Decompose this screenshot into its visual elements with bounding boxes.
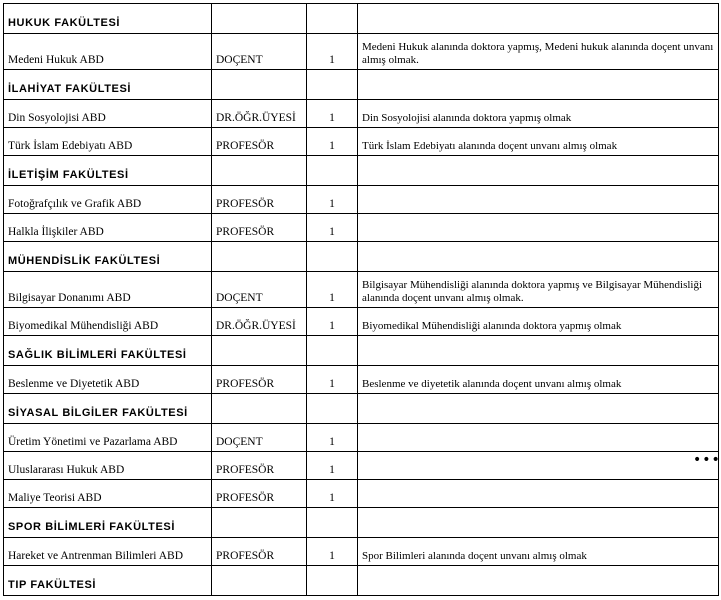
conditions-cell	[358, 452, 719, 480]
department-cell: Halkla İlişkiler ABD	[4, 214, 212, 242]
faculty-name: SİYASAL BİLGİLER FAKÜLTESİ	[4, 394, 212, 424]
empty-cell	[307, 508, 358, 538]
academic-title-cell: DR.ÖĞR.ÜYESİ	[212, 100, 307, 128]
more-options-icon[interactable]: •••	[693, 452, 721, 468]
department-cell: Türk İslam Edebiyatı ABD	[4, 128, 212, 156]
empty-cell	[358, 4, 719, 34]
empty-cell	[212, 508, 307, 538]
academic-title-cell: PROFESÖR	[212, 186, 307, 214]
table-row	[4, 538, 719, 566]
academic-title-cell: PROFESÖR	[212, 366, 307, 394]
empty-cell	[358, 70, 719, 100]
empty-cell	[212, 156, 307, 186]
academic-title-cell: PROFESÖR	[212, 128, 307, 156]
department-cell: Medeni Hukuk ABD	[4, 34, 212, 70]
table-row	[4, 186, 719, 214]
conditions-cell	[358, 186, 719, 214]
empty-cell	[307, 566, 358, 596]
faculty-name: TIP FAKÜLTESİ	[4, 566, 212, 596]
department-cell: Din Sosyolojisi ABD	[4, 100, 212, 128]
faculty-header-row	[4, 242, 719, 272]
empty-cell	[212, 566, 307, 596]
conditions-cell: Medeni Hukuk alanında doktora yapmış, Medeni hukuk alanında doçent unvanı almış olmak.	[358, 34, 719, 70]
position-count-cell: 1	[307, 452, 358, 480]
position-count-cell: 1	[307, 480, 358, 508]
department-cell: Üretim Yönetimi ve Pazarlama ABD	[4, 424, 212, 452]
position-count-cell: 1	[307, 366, 358, 394]
faculty-header-row	[4, 394, 719, 424]
empty-cell	[358, 242, 719, 272]
position-count-cell: 1	[307, 538, 358, 566]
faculty-header-row	[4, 508, 719, 538]
empty-cell	[212, 394, 307, 424]
position-count-cell: 1	[307, 100, 358, 128]
conditions-cell: Din Sosyolojisi alanında doktora yapmış olmak	[358, 100, 719, 128]
department-cell: Hareket ve Antrenman Bilimleri ABD	[4, 538, 212, 566]
empty-cell	[358, 336, 719, 366]
position-count-cell: 1	[307, 272, 358, 308]
department-cell: Fotoğrafçılık ve Grafik ABD	[4, 186, 212, 214]
empty-cell	[307, 242, 358, 272]
table-row	[4, 480, 719, 508]
faculty-name: HUKUK FAKÜLTESİ	[4, 4, 212, 34]
empty-cell	[212, 4, 307, 34]
department-cell: Biyomedikal Mühendisliği ABD	[4, 308, 212, 336]
faculty-name: İLAHİYAT FAKÜLTESİ	[4, 70, 212, 100]
conditions-cell	[358, 214, 719, 242]
department-cell: Bilgisayar Donanımı ABD	[4, 272, 212, 308]
empty-cell	[212, 70, 307, 100]
conditions-cell: Türk İslam Edebiyatı alanında doçent unvanı almış olmak	[358, 128, 719, 156]
department-cell: Beslenme ve Diyetetik ABD	[4, 366, 212, 394]
faculty-name: SAĞLIK BİLİMLERİ FAKÜLTESİ	[4, 336, 212, 366]
table-row	[4, 308, 719, 336]
empty-cell	[358, 156, 719, 186]
faculty-header-row	[4, 336, 719, 366]
empty-cell	[212, 336, 307, 366]
positions-table	[3, 3, 719, 596]
conditions-cell: Spor Bilimleri alanında doçent unvanı almış olmak	[358, 538, 719, 566]
position-count-cell: 1	[307, 308, 358, 336]
academic-title-cell: PROFESÖR	[212, 452, 307, 480]
empty-cell	[358, 394, 719, 424]
academic-title-cell: DOÇENT	[212, 34, 307, 70]
table-row	[4, 452, 719, 480]
empty-cell	[212, 242, 307, 272]
empty-cell	[307, 156, 358, 186]
academic-title-cell: DOÇENT	[212, 424, 307, 452]
faculty-header-row	[4, 156, 719, 186]
empty-cell	[307, 4, 358, 34]
faculty-header-row	[4, 70, 719, 100]
academic-title-cell: DR.ÖĞR.ÜYESİ	[212, 308, 307, 336]
conditions-cell: Beslenme ve diyetetik alanında doçent unvanı almış olmak	[358, 366, 719, 394]
position-count-cell: 1	[307, 424, 358, 452]
position-count-cell: 1	[307, 186, 358, 214]
empty-cell	[307, 394, 358, 424]
faculty-name: SPOR BİLİMLERİ FAKÜLTESİ	[4, 508, 212, 538]
faculty-name: MÜHENDİSLİK FAKÜLTESİ	[4, 242, 212, 272]
position-count-cell: 1	[307, 128, 358, 156]
faculty-header-row	[4, 566, 719, 596]
positions-table-body	[4, 4, 719, 596]
academic-title-cell: PROFESÖR	[212, 214, 307, 242]
table-row	[4, 214, 719, 242]
faculty-header-row	[4, 4, 719, 34]
conditions-cell	[358, 424, 719, 452]
table-row	[4, 366, 719, 394]
conditions-cell: Bilgisayar Mühendisliği alanında doktora yapmış ve Bilgisayar Mühendisliği alanında doçent unvanı almış olmak.	[358, 272, 719, 308]
table-row	[4, 34, 719, 70]
conditions-cell: Biyomedikal Mühendisliği alanında doktora yapmış olmak	[358, 308, 719, 336]
academic-title-cell: PROFESÖR	[212, 480, 307, 508]
table-row	[4, 272, 719, 308]
table-row	[4, 424, 719, 452]
empty-cell	[307, 70, 358, 100]
conditions-cell	[358, 480, 719, 508]
academic-title-cell: PROFESÖR	[212, 538, 307, 566]
empty-cell	[307, 336, 358, 366]
empty-cell	[358, 566, 719, 596]
academic-title-cell: DOÇENT	[212, 272, 307, 308]
faculty-name: İLETİŞİM FAKÜLTESİ	[4, 156, 212, 186]
position-count-cell: 1	[307, 214, 358, 242]
position-count-cell: 1	[307, 34, 358, 70]
department-cell: Uluslararası Hukuk ABD	[4, 452, 212, 480]
table-row	[4, 100, 719, 128]
empty-cell	[358, 508, 719, 538]
department-cell: Maliye Teorisi ABD	[4, 480, 212, 508]
table-row	[4, 128, 719, 156]
